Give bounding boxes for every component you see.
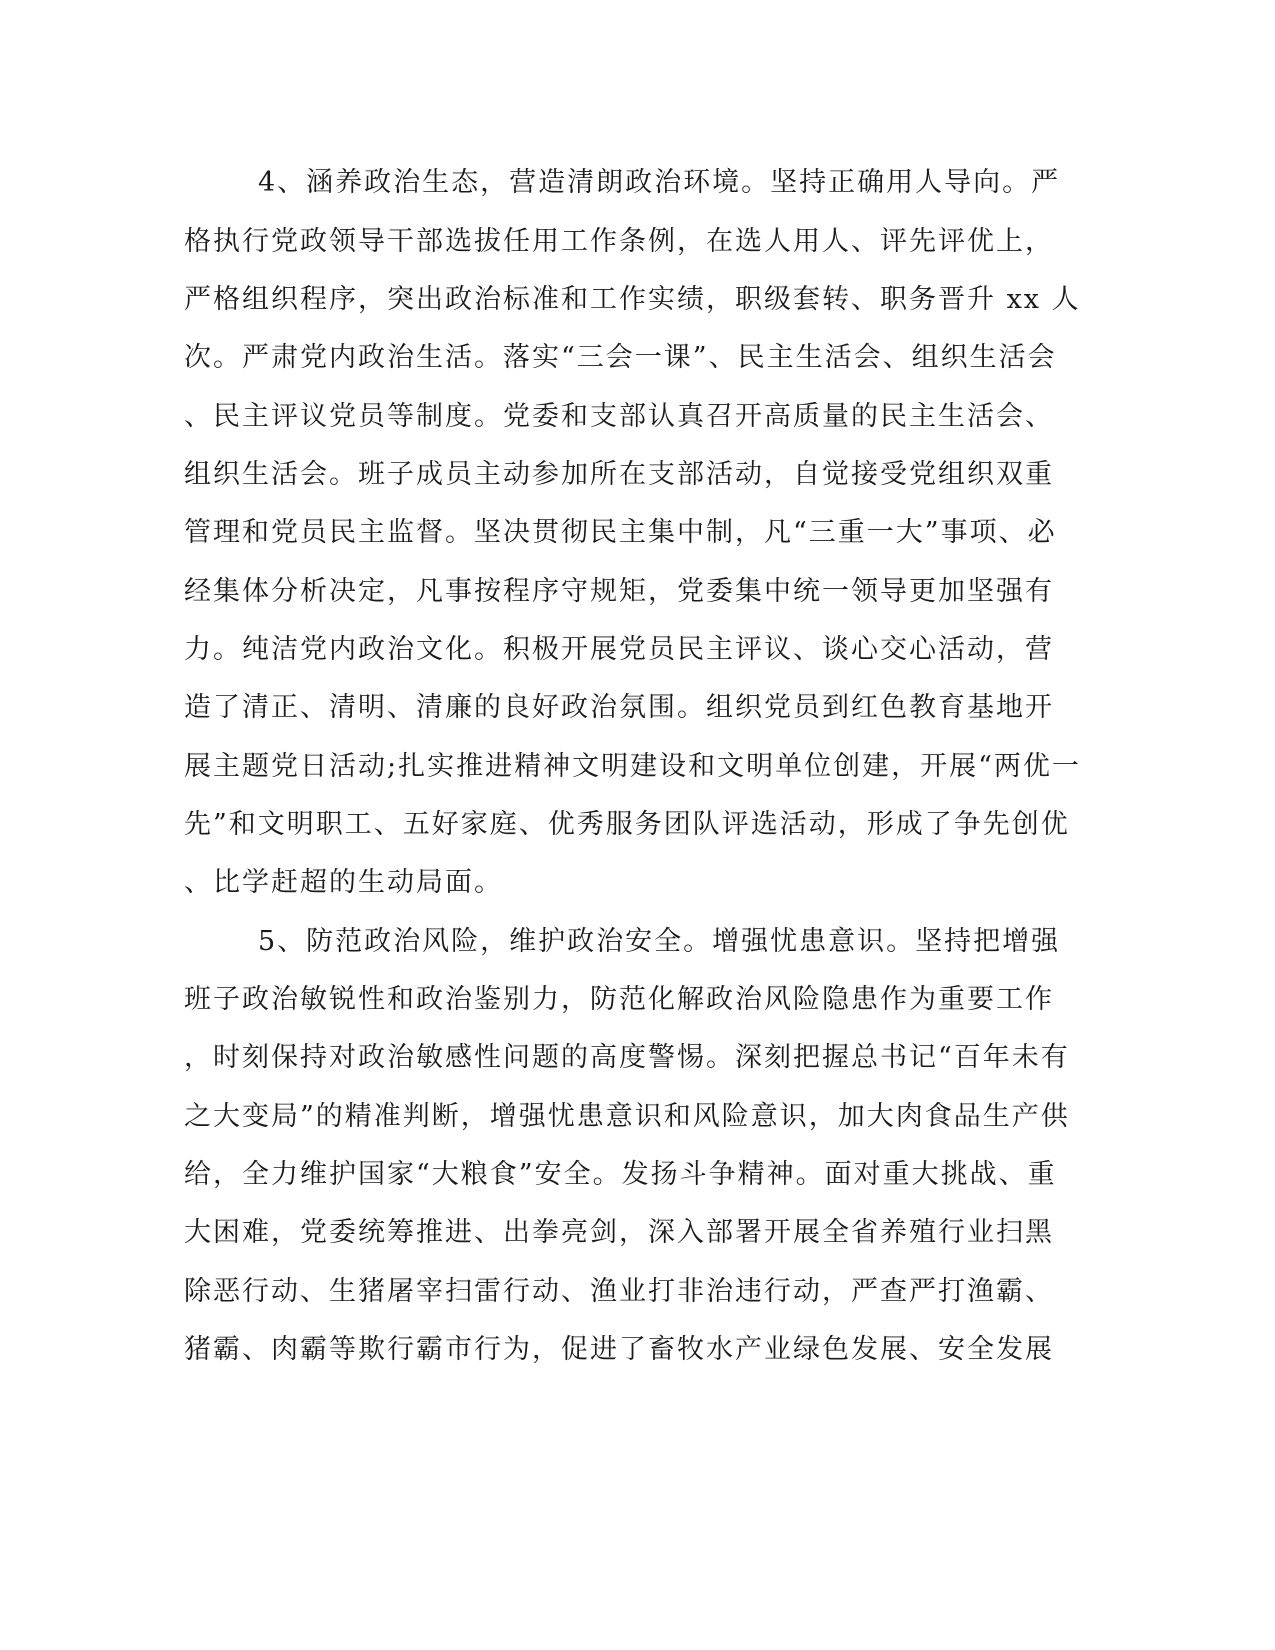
paragraph-4-line-11: 展主题党日活动;扎实推进精神文明建设和文明单位创建，开展“两优一 <box>184 751 1081 782</box>
paragraph-4-line-1: 4、涵养政治生态，营造清朗政治环境。坚持正确用人导向。严 <box>258 167 1061 198</box>
paragraph-5-line-2: 班子政治敏锐性和政治鉴别力，防范化解政治风险隐患作为重要工作 <box>184 984 1054 1015</box>
paragraph-4-line-9: 力。纯洁党内政治文化。积极开展党员民主评议、谈心交心活动，营 <box>184 634 1054 665</box>
paragraph-5-line-1: 5、防范政治风险，维护政治安全。增强忧患意识。坚持把增强 <box>258 926 1061 957</box>
paragraph-4-line-13: 、比学赶超的生动局面。 <box>184 867 503 898</box>
paragraph-4-line-2: 格执行党政领导干部选拔任用工作条例，在选人用人、评先评优上， <box>184 226 1054 257</box>
paragraph-5-line-8: 猪霸、肉霸等欺行霸市行为，促进了畜牧水产业绿色发展、安全发展 <box>184 1334 1054 1365</box>
paragraph-4-line-12: 先”和文明职工、五好家庭、优秀服务团队评选活动，形成了争先创优 <box>184 809 1070 840</box>
paragraph-5-line-7: 除恶行动、生猪屠宰扫雷行动、渔业打非治违行动，严查严打渔霸、 <box>184 1276 1054 1307</box>
paragraph-4-line-3: 严格组织程序，突出政治标准和工作实绩，职级套转、职务晋升 xx 人 <box>184 284 1081 315</box>
paragraph-4-line-6: 组织生活会。班子成员主动参加所在支部活动，自觉接受党组织双重 <box>184 459 1054 490</box>
paragraph-5-line-6: 大困难，党委统筹推进、出拳亮剑，深入部署开展全省养殖行业扫黑 <box>184 1217 1054 1248</box>
paragraph-5-line-3: ，时刻保持对政治敏感性问题的高度警惕。深刻把握总书记“百年未有 <box>184 1042 1070 1073</box>
paragraph-4-line-5: 、民主评议党员等制度。党委和支部认真召开高质量的民主生活会、 <box>184 401 1054 432</box>
paragraph-4-line-10: 造了清正、清明、清廉的良好政治氛围。组织党员到红色教育基地开 <box>184 692 1054 723</box>
paragraph-5-line-4: 之大变局”的精准判断，增强忧患意识和风险意识，加大肉食品生产供 <box>184 1101 1070 1132</box>
paragraph-4-line-7: 管理和党员民主监督。坚决贯彻民主集中制，凡“三重一大”事项、必 <box>184 517 1057 548</box>
paragraph-4-line-8: 经集体分析决定，凡事按程序守规矩，党委集中统一领导更加坚强有 <box>184 576 1054 607</box>
paragraph-5-line-5: 给，全力维护国家“大粮食”安全。发扬斗争精神。面对重大挑战、重 <box>184 1159 1057 1190</box>
paragraph-4-line-4: 次。严肃党内政治生活。落实“三会一课”、民主生活会、组织生活会 <box>184 342 1057 373</box>
